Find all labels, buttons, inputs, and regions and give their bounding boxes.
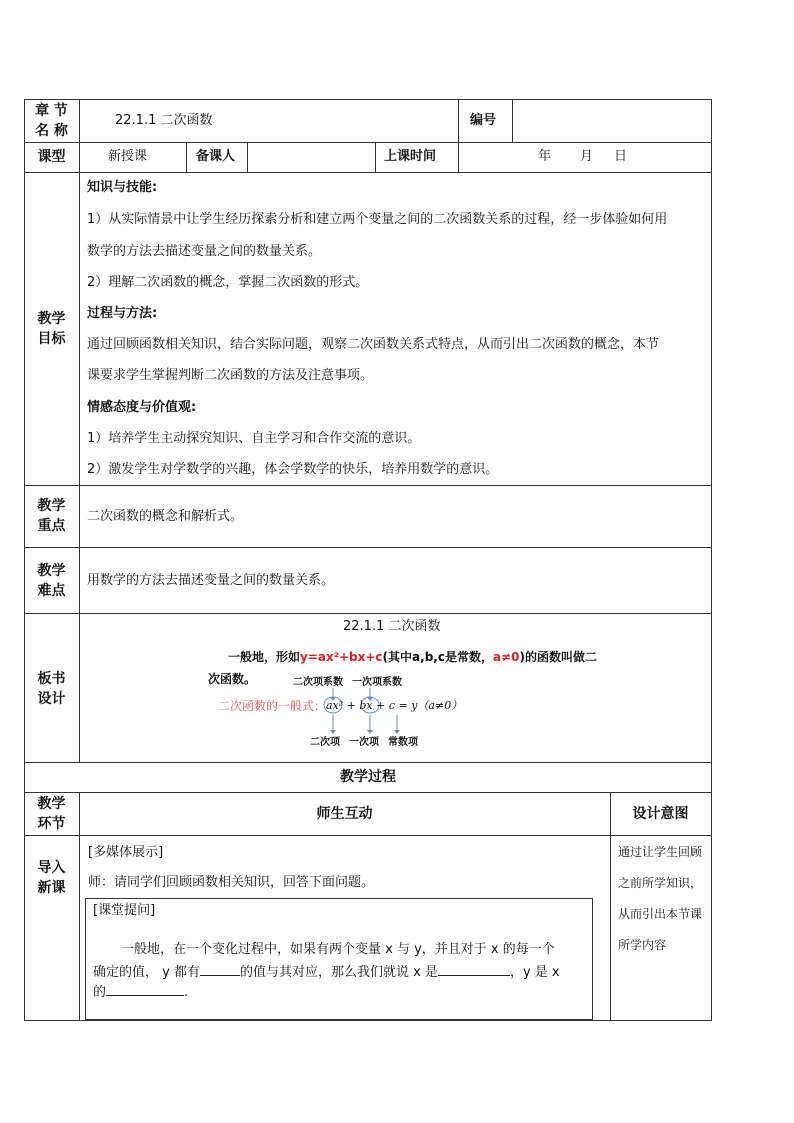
media-display: [多媒体展示] — [88, 845, 164, 860]
preparer-label: 备课人 — [196, 149, 236, 164]
bottom-label-constant-term: 常数项 — [388, 737, 418, 748]
knowledge-title: 知识与技能: — [87, 180, 158, 195]
date-day: 日 — [614, 149, 628, 164]
goals-label: 教学 目标 — [37, 311, 66, 347]
stage-intro-label: 导入 新课 — [37, 860, 66, 896]
question-line-3 — [93, 981, 188, 1002]
type-value: 新授课 — [108, 149, 148, 164]
number-label: 编号 — [470, 113, 497, 128]
answer-blank-3[interactable] — [106, 981, 184, 996]
board-definition-line2: 次函数。 — [208, 672, 257, 686]
def-prefix: 一般地，形如 — [228, 650, 301, 664]
q3-part-a: 的 — [93, 985, 107, 1000]
class-time-label: 上课时间 — [384, 149, 437, 164]
key-points-value: 二次函数的概念和解析式。 — [87, 509, 244, 524]
key-points-label: 教学 重点 — [37, 498, 66, 534]
difficulties-value: 用数学的方法去描述变量之间的数量关系。 — [87, 573, 335, 588]
stage-column-header: 教学 环节 — [37, 796, 66, 832]
bottom-label-linear-term: 一次项 — [349, 737, 379, 748]
answer-blank-1[interactable] — [200, 961, 240, 976]
interaction-column-header: 师生互动 — [316, 806, 373, 822]
def-formula: y=ax²+bx+c — [300, 650, 383, 664]
emotion-item-2: 2）激发学生对学数学的兴趣，体会学数学的快乐，培养用数学的意识。 — [87, 462, 499, 477]
process-text-a: 通过回顾函数相关知识，结合实际问题，观察二次函数关系式特点，从而引出二次函数的概念，本节 — [87, 337, 660, 352]
general-form-equation: ax² + bx + c = y（a≠0） — [326, 699, 463, 712]
question-line-1: 一般地，在一个变化过程中，如果有两个变量 x 与 y，并且对于 x 的每一个 — [121, 942, 555, 957]
chapter-label: 章 节 名 称 — [35, 103, 68, 139]
board-label: 板书 设计 — [37, 671, 66, 707]
date-year: 年 — [538, 149, 552, 164]
bottom-label-quadratic-term: 二次项 — [310, 737, 340, 748]
question-line-2 — [93, 961, 560, 982]
knowledge-item-2: 2）理解二次函数的概念，掌握二次函数的形式。 — [87, 275, 369, 290]
def-suffix: )的函数叫做二 — [519, 650, 597, 664]
process-title: 过程与方法: — [87, 306, 158, 321]
top-label-linear-coef: 一次项系数 — [352, 677, 402, 688]
question-tag: [课堂提问] — [93, 903, 156, 918]
q2-part-a: 确定的值， y 都有 — [93, 965, 200, 980]
difficulties-label: 教学 难点 — [37, 563, 66, 599]
process-section-title: 教学过程 — [340, 769, 396, 785]
intent-line-4: 所学内容 — [618, 938, 667, 952]
knowledge-item-1a: 1）从实际情景中让学生经历探索分析和建立两个变量之间的二次函数关系的过程，经一步体验如何用 — [87, 212, 668, 227]
date-month: 月 — [580, 149, 594, 164]
type-label: 课型 — [37, 149, 66, 165]
process-text-b: 课要求学生掌握判断二次函数的方法及注意事项。 — [87, 368, 374, 383]
def-mid: (其中a,b,c是常数， — [382, 650, 493, 664]
intent-line-2: 之前所学知识， — [618, 876, 703, 890]
emotion-item-1: 1）培养学生主动探究知识、自主学习和合作交流的意识。 — [87, 431, 421, 446]
general-form-label: 二次函数的一般式： — [218, 699, 327, 713]
answer-blank-2[interactable] — [438, 961, 510, 976]
board-title: 22.1.1 二次函数 — [343, 619, 441, 634]
q2-part-c: ，y 是 x — [509, 965, 560, 980]
top-label-quadratic-coef: 二次项系数 — [293, 677, 343, 688]
def-condition: a≠0 — [492, 650, 520, 664]
q2-part-b: 的值与其对应，那么我们就说 x 是 — [239, 965, 438, 980]
intent-line-1: 通过让学生回顾 — [618, 845, 703, 859]
emotion-title: 情感态度与价值观: — [87, 400, 197, 415]
chapter-value: 22.1.1 二次函数 — [115, 113, 213, 128]
knowledge-item-1b: 数学的方法去描述变量之间的数量关系。 — [87, 244, 322, 259]
intent-column-header: 设计意图 — [632, 806, 689, 822]
teacher-prompt: 师：请同学们回顾函数相关知识，回答下面问题。 — [88, 875, 375, 890]
q3-part-b: . — [184, 985, 189, 1000]
intent-line-3: 从而引出本节课 — [618, 907, 703, 921]
